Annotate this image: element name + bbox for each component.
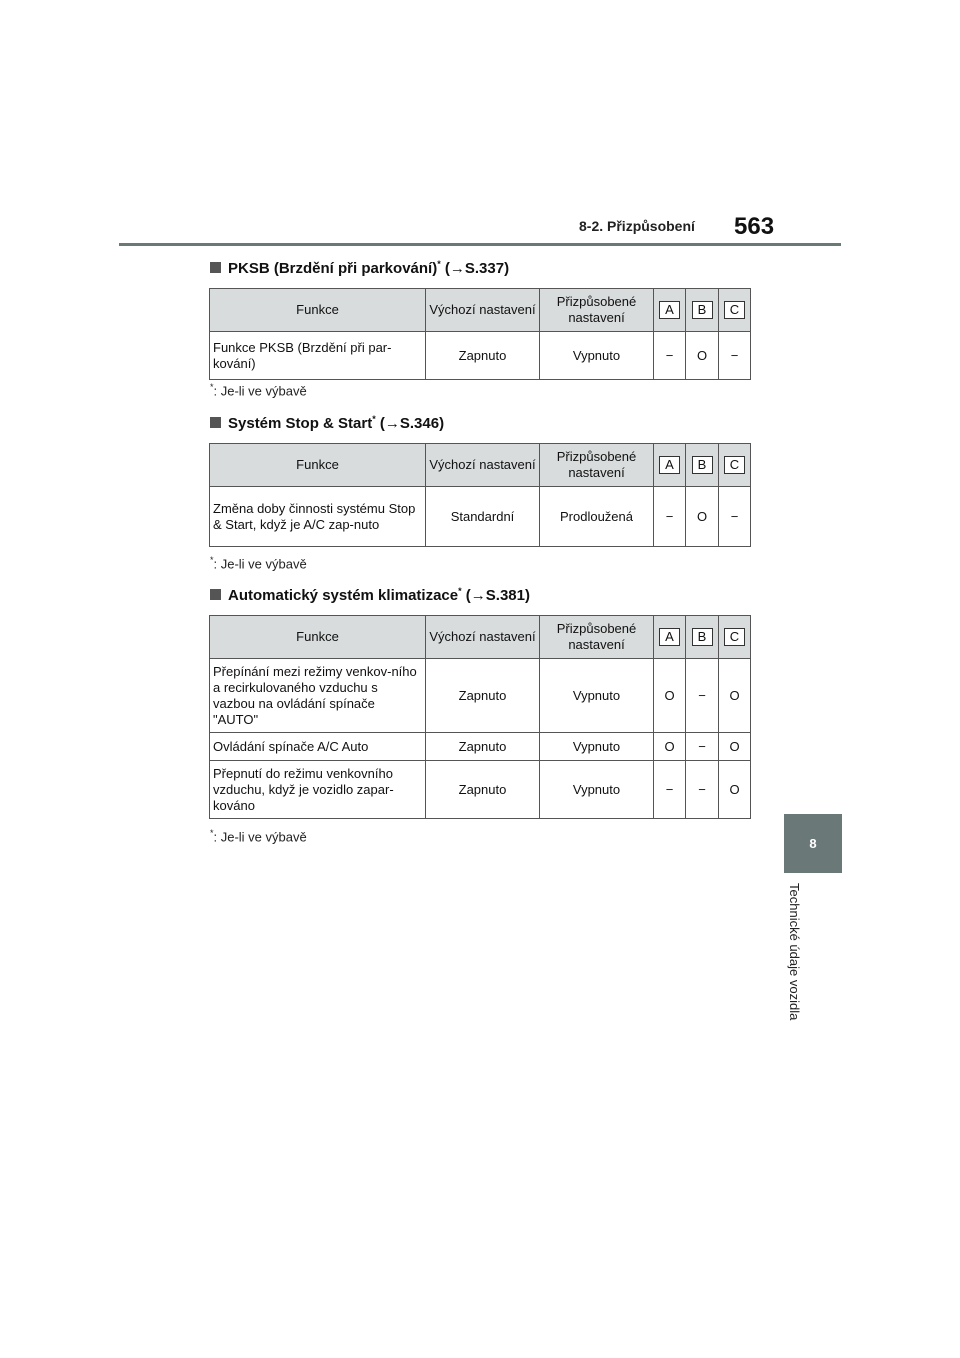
page-reference-link[interactable]: (→S.337) xyxy=(444,260,510,277)
header-default: Výchozí nastavení xyxy=(426,616,540,659)
table-row: Změna doby činnosti systému Stop & Start, když je A/C zap-nuto Standardní Prodloužená − O − xyxy=(210,487,751,547)
header-custom: Přizpůsobené nastavení xyxy=(540,444,654,487)
header-function: Funkce xyxy=(210,289,426,332)
square-bullet-icon xyxy=(210,589,221,600)
header-c: C xyxy=(719,616,751,659)
page-reference-link[interactable]: (→S.346) xyxy=(379,415,445,432)
chapter-tab[interactable] xyxy=(784,814,842,873)
header-b: B xyxy=(686,444,719,487)
footnote: *: Je-li ve výbavě xyxy=(210,382,307,399)
table-row: Ovládání spínače A/C Auto Zapnuto Vypnuto O − O xyxy=(210,733,751,761)
page-reference-link[interactable]: (→S.381) xyxy=(465,587,530,604)
chapter-number: 8 xyxy=(809,836,817,851)
square-bullet-icon xyxy=(210,262,221,273)
header-b: B xyxy=(686,616,719,659)
header-custom: Přizpůsobené nastavení xyxy=(540,289,654,332)
header-a: A xyxy=(654,289,686,332)
section-heading-climate: Automatický systém klimatizace* (→S.381) xyxy=(210,586,530,604)
header-c: C xyxy=(719,289,751,332)
climate-table xyxy=(209,615,751,819)
table-row: Přepínání mezi režimy venkov-ního a recirkulovaného vzduchu s vazbou na ovládání spínače "AUTO" Zapnuto Vypnuto O − O xyxy=(210,659,751,733)
header-b: B xyxy=(686,289,719,332)
header-function: Funkce xyxy=(210,616,426,659)
section-title: 8-2. Přizpůsobení xyxy=(579,218,695,234)
table-row: Funkce PKSB (Brzdění při par-kování) Zapnuto Vypnuto − O − xyxy=(210,332,751,380)
header-a: A xyxy=(654,444,686,487)
footnote: *: Je-li ve výbavě xyxy=(210,555,307,572)
header-function: Funkce xyxy=(210,444,426,487)
table-header-row xyxy=(210,444,751,487)
table-row: Přepnutí do režimu venkovního vzduchu, když je vozidlo zapar-kováno Zapnuto Vypnuto − − O xyxy=(210,761,751,819)
pksb-table xyxy=(209,288,751,380)
header-default: Výchozí nastavení xyxy=(426,289,540,332)
section-heading-pksb: PKSB (Brzdění při parkování)* (→S.337) xyxy=(210,259,509,277)
header-divider xyxy=(119,243,841,246)
section-heading-stop-start: Systém Stop & Start* (→S.346) xyxy=(210,414,444,432)
header-custom: Přizpůsobené nastavení xyxy=(540,616,654,659)
square-bullet-icon xyxy=(210,417,221,428)
table-header-row xyxy=(210,616,751,659)
header-c: C xyxy=(719,444,751,487)
chapter-label: Technické údaje vozidla xyxy=(787,883,802,1021)
footnote: *: Je-li ve výbavě xyxy=(210,828,307,845)
page-number: 563 xyxy=(734,213,775,240)
header-default: Výchozí nastavení xyxy=(426,444,540,487)
table-header-row xyxy=(210,289,751,332)
stop-start-table xyxy=(209,443,751,547)
header-a: A xyxy=(654,616,686,659)
